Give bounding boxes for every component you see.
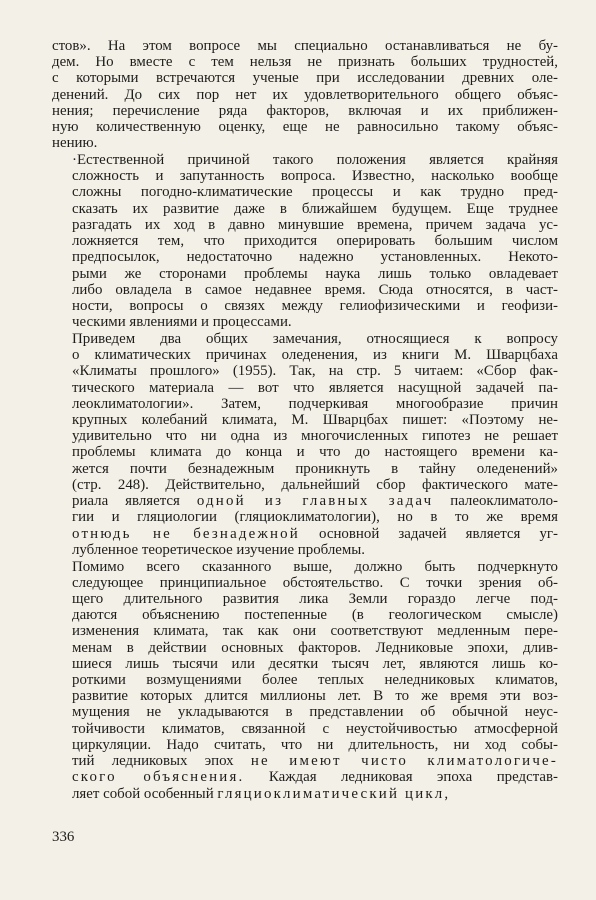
text-line: Помимо всего сказанного выше, должно быть подчеркнуто — [72, 558, 558, 575]
text-line: нению. — [52, 135, 98, 152]
page-number: 336 — [52, 829, 75, 845]
text-line: тического материала — вот что является насущной задачей па- — [72, 379, 558, 396]
text-line: проблемы климата до конца и что до настоящего времени ка- — [72, 444, 558, 461]
text-line: ную количественную оценку, еще не равносильно такому объяс- — [52, 119, 558, 136]
text-line: сложность и запутанность вопроса. Известно, насколько вообще — [72, 168, 558, 185]
text-line: Приведем два общих замечания, относящиеся к вопросу — [72, 330, 558, 347]
emphasized-text: отнюдь не безнадежной — [72, 525, 300, 542]
emphasized-text: не имеют чисто климатологиче- — [250, 753, 558, 770]
page-body — [52, 38, 558, 802]
paragraph — [52, 559, 558, 802]
emphasized-text: одной из главных задач — [196, 493, 434, 510]
text-line: удивительно что ни одна из многочисленных гипотез не решает — [72, 428, 558, 445]
text-line: ности, вопросы о связях между гелиофизическими и геофизи- — [72, 298, 558, 314]
text-line: жется почти безнадежным проникнуть в тайну оледенений» — [72, 460, 558, 477]
text-line: ·Естественной причиной такого положения является крайняя — [72, 152, 558, 169]
text-line: шиеся лишь тысячи или десятки тысяч лет, являются лишь ко- — [72, 655, 558, 672]
text-line: дем. Но вместе с тем нельзя не признать больших трудностей, — [52, 54, 558, 71]
text-line: с которыми встречаются ученые при исследовании древних оле- — [52, 70, 558, 87]
text-line: ского объяснения. Каждая ледниковая эпоха представ- — [72, 769, 559, 786]
text-line: сложны погодно-климатические процессы и как трудно пред- — [72, 184, 558, 201]
text-line: роткими возмущениями более теплых неледниковых климатов, — [72, 672, 558, 689]
text-line: либо овладела в самое недавнее время. Сюда относятся, в част- — [72, 281, 558, 298]
text-line: следующее принципиальное обстоятельство. С точки зрения об- — [72, 574, 558, 591]
text-line: стов». На этом вопросе мы специально останавливаться не бу- — [52, 38, 558, 54]
text-line: денений. До сих пор нет их удовлетворительного общего объяс- — [52, 86, 558, 103]
text-line: предпосылок, недостаточно надежно установленных. Некото- — [72, 249, 558, 266]
text-line: развитие которых длится миллионы лет. В то же время эти воз- — [72, 688, 558, 705]
text-line: риала является одной из главных задач палеоклиматоло- — [72, 493, 558, 510]
emphasized-text: гляциоклиматический цикл, — [217, 785, 451, 802]
text-line: лубленное теоретическое изучение проблемы. — [72, 541, 366, 558]
text-line: гии и гляциологии (гляциоклиматологии), но в то же время — [72, 509, 558, 526]
text-line: разгадать их ход в давно минувшие времена, причем задача ус- — [72, 216, 558, 233]
text-line: крупных колебаний климата, М. Шварцбах пишет: «Поэтому не- — [72, 412, 558, 429]
text-line: ческими явлениями и процессами. — [72, 314, 292, 331]
text-line: тойчивости климатов, связанной с неустойчивостью атмосферной — [72, 720, 558, 737]
paragraph — [52, 331, 558, 558]
text-line: щего длительного развития лика Земли гораздо легче под- — [72, 590, 558, 607]
text-line: леоклиматологии». Затем, подчеркивая многообразие причин — [72, 395, 558, 412]
text-line: циркуляции. Надо считать, что ни длительность, ни ход собы- — [72, 736, 558, 753]
text-line: сказать их развитие даже в ближайшем будущем. Еще труднее — [72, 200, 558, 217]
paragraph — [52, 38, 558, 152]
paragraph — [52, 152, 558, 330]
emphasized-text: ского объяснения. — [72, 769, 245, 786]
text-line: «Климаты прошлого» (1955). Так, на стр. 5 читаем: «Сбор фак- — [72, 363, 558, 380]
text-line: менам в действии основных факторов. Ледниковые эпохи, длив- — [72, 639, 558, 656]
text-line: даются объяснению постепенные (в геологическом смысле) — [72, 607, 558, 624]
text-line: нения; перечисление ряда факторов, включая и их приближен- — [52, 102, 558, 119]
text-line: ляет собой особенный гляциоклиматический цикл, — [72, 785, 451, 802]
text-line: (стр. 248). Действительно, дальнейший сбор фактического мате- — [72, 476, 558, 493]
text-line: ложняется тем, что приходится оперировать большим числом — [72, 233, 558, 250]
text-line: рыми же сторонами проблемы наука лишь только овладевает — [72, 265, 558, 282]
text-line: тий ледниковых эпох не имеют чисто климатологиче- — [72, 753, 558, 770]
text-line: отнюдь не безнадежной основной задачей является уг- — [72, 525, 558, 542]
text-line: о климатических причинах оледенения, из книги М. Шварцбаха — [72, 347, 558, 364]
text-line: изменения климата, так как они соответствуют медленным пере- — [72, 623, 558, 640]
text-line: мущения не укладываются в представлении об обычной неус- — [72, 704, 558, 721]
